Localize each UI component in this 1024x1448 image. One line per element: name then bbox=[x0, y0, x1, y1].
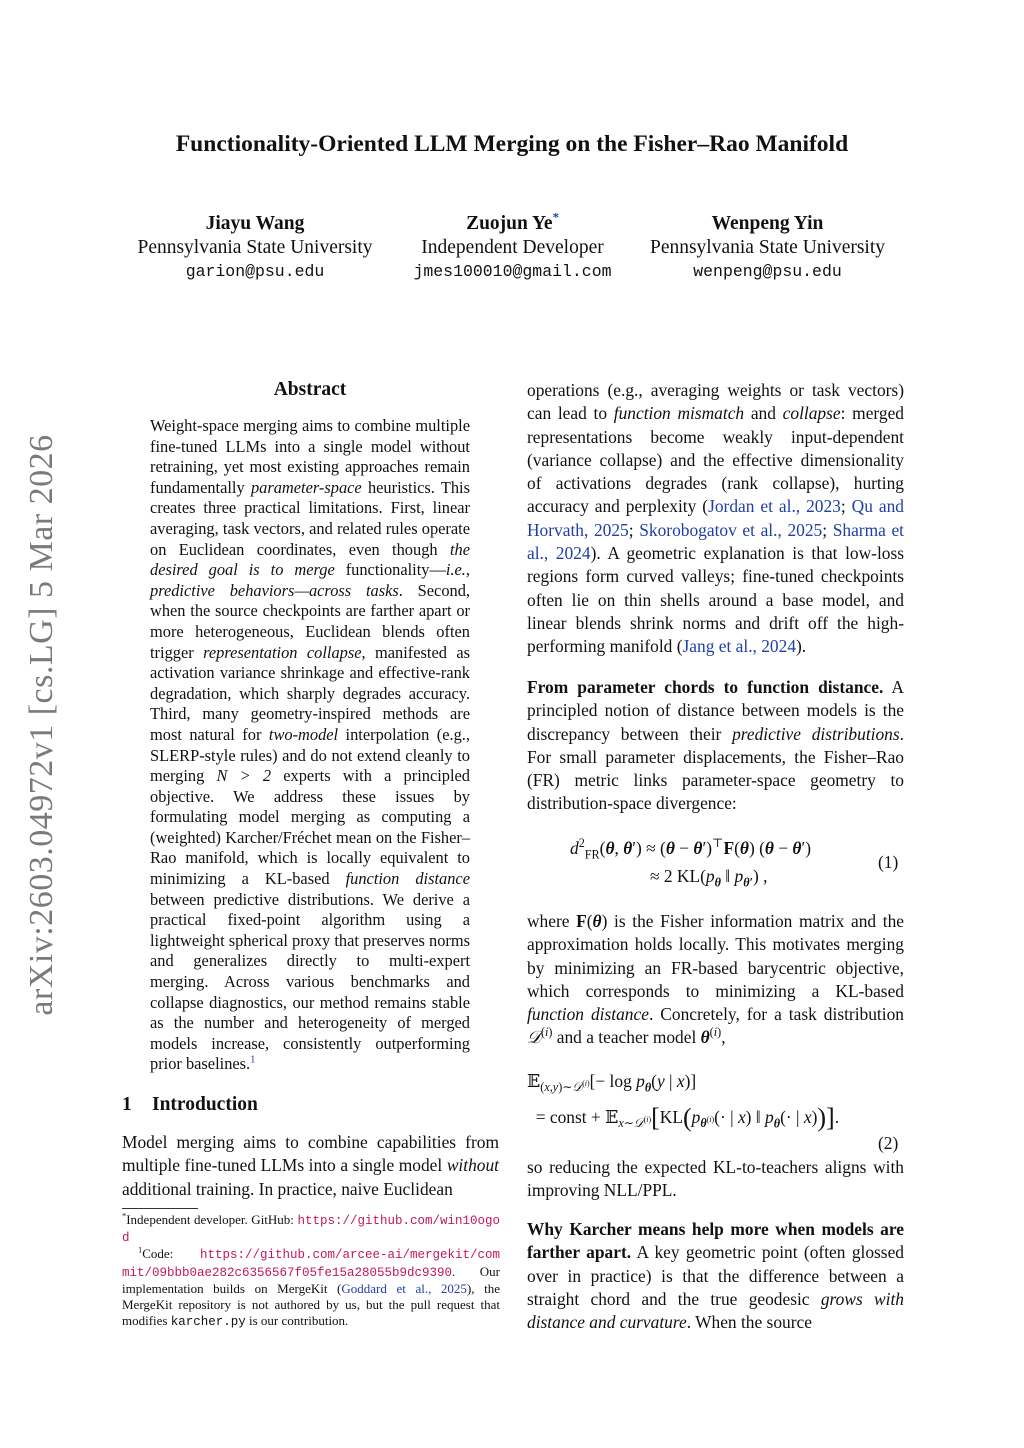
code-link[interactable]: https://github.com/arcee-ai/mergekit/commit/09bbb0ae282c6356567f05fe15a28055b9dc9390 bbox=[122, 1248, 500, 1280]
author-name-line bbox=[395, 212, 630, 236]
body-text: additional training. In practice, naive Euclidean bbox=[122, 1178, 453, 1199]
abstract-text: between predictive distributions. We derive a practical fixed-point algorithm using a lightweight spherical proxy that preserves norms and generalizes directly to multi-expert merging. Across various benchmarks and collapse diagnostics, our method remains stable as the number and heterogeneity of merged models increase, consistently outperforming prior baselines. bbox=[150, 889, 470, 1074]
body-paragraph bbox=[527, 910, 904, 1050]
footnote-text: ), the MergeKit repository is not authored by us, but the pull request that modifies bbox=[122, 1280, 500, 1329]
section-heading-introduction bbox=[122, 1094, 258, 1116]
author-name: Jiayu Wang bbox=[205, 213, 305, 234]
footnote-1 bbox=[122, 1212, 500, 1246]
abstract-text: , manifested as activation variance shrinkage and effective-rank degradation, which sharply degrades accuracy. Third, many geometry-inspired methods are most natural for bbox=[150, 642, 471, 744]
abstract-emphasis: i.e., predictive behaviors—across tasks bbox=[150, 560, 470, 600]
body-text: : merged representations become weakly input-dependent (variance collapse) and the effective dimensionality of activations degrades (rank collapse), hurting accuracy and perplexity ( bbox=[527, 403, 904, 517]
citation-link[interactable]: Jordan et al., 2023 bbox=[708, 496, 841, 517]
body-text: . When the source bbox=[686, 1312, 812, 1333]
github-link[interactable]: https://github.com/win10ogod bbox=[122, 1214, 500, 1246]
author-block bbox=[395, 212, 630, 284]
body-text: , bbox=[721, 1027, 726, 1048]
equation-2-line-1: 𝔼$_{(x,y)\sim 𝒟^{(i)}}$[− $\log p_\theta(y$ | x)] bbox=[527, 1071, 697, 1095]
paragraph-heading: Why Karcher means help more when models are farther apart. bbox=[527, 1219, 904, 1263]
body-text: Model merging aims to combine capabilities from multiple fine-tuned LLMs into a single model bbox=[122, 1132, 499, 1176]
abstract-emphasis: parameter-space bbox=[250, 477, 362, 497]
footnote-marker: * bbox=[122, 1210, 127, 1221]
body-text: operations (e.g., averaging weights or task vectors) can lead to bbox=[527, 380, 904, 424]
footnote-marker: 1 bbox=[138, 1245, 143, 1256]
body-text: . For small parameter displacements, the Fisher–Rao (FR) metric links parameter-space geometry to distribution-space divergence: bbox=[527, 723, 904, 814]
inline-math: $\theta^{(i)}$ bbox=[700, 1025, 722, 1048]
body-text: ; bbox=[822, 519, 833, 540]
body-emphasis: predictive distributions bbox=[732, 723, 900, 744]
body-emphasis: function mismatch bbox=[613, 403, 745, 424]
footnote-divider bbox=[122, 1208, 198, 1209]
abstract-heading: Abstract bbox=[273, 379, 347, 400]
body-emphasis: collapse bbox=[782, 403, 841, 424]
abstract-emphasis: representation collapse bbox=[203, 642, 362, 662]
body-paragraph bbox=[527, 379, 904, 659]
abstract-emphasis: two-model bbox=[268, 724, 339, 744]
body-emphasis: function distance bbox=[527, 1004, 649, 1025]
author-email[interactable]: garion@psu.edu bbox=[185, 262, 325, 281]
abstract-emphasis: function distance bbox=[345, 869, 470, 889]
inline-math: N > 2 bbox=[216, 766, 272, 786]
body-text: ; bbox=[628, 519, 640, 540]
body-emphasis: without bbox=[446, 1155, 499, 1176]
citation-link[interactable]: Sharma et al., 2024 bbox=[527, 519, 905, 564]
body-text: A key geometric point (often glossed over in practice) is that the difference between a straight chord and the true geodesic bbox=[527, 1242, 904, 1309]
citation-link[interactable]: Qu and Horvath, 2025 bbox=[527, 496, 904, 540]
abstract-text: experts with a principled objective. We address these issues by formulating model merging as computing a (weighted) Karcher/Fréchet mean on the Fisher–Rao manifold, which is locally equivalent to minimizing a KL-based bbox=[150, 766, 470, 889]
author-email[interactable]: wenpeng@psu.edu bbox=[693, 262, 842, 281]
body-text: is the Fisher information matrix and the approximation holds locally. This motivates merging by minimizing an FR-based barycentric objective, which corresponds to minimizing a KL-based bbox=[527, 911, 904, 1001]
abstract-body bbox=[150, 416, 470, 1075]
author-block bbox=[635, 212, 900, 284]
body-emphasis: grows with distance and curvature bbox=[527, 1288, 904, 1333]
abstract-emphasis: the desired goal is to merge bbox=[150, 539, 470, 580]
paragraph-heading: From parameter chords to function distance. bbox=[527, 677, 884, 697]
citation-link[interactable]: Skorobogatov et al., 2025 bbox=[639, 519, 823, 540]
author-name: Zuojun Ye bbox=[466, 213, 553, 234]
body-paragraph: so reducing the expected KL-to-teachers aligns with improving NLL/PPL. bbox=[527, 1157, 904, 1201]
footnote-marker[interactable]: 1 bbox=[250, 1054, 256, 1066]
body-text: . Concretely, for a task distribution bbox=[648, 1004, 904, 1025]
introduction-paragraph bbox=[122, 1131, 499, 1201]
body-text: ; bbox=[840, 496, 852, 517]
author-affiliation: Pennsylvania State University bbox=[137, 237, 373, 258]
arxiv-identifier-text: arXiv:2603.04972v1 [cs.LG] 5 Mar 2026 bbox=[23, 434, 60, 1016]
body-text: ). A geometric explanation is that low-loss regions form curved valleys; fine-tuned checkpoints often lie on thin shells around a base model, and linear blends shrink norms and drift off the high-performing manifold ( bbox=[527, 543, 905, 657]
abstract-text: heuristics. This creates three practical limitations. First, linear averaging, task vectors, and related rules operate on Euclidean coordinates, even though bbox=[150, 477, 470, 559]
footnote-2 bbox=[122, 1246, 500, 1330]
body-text: and bbox=[744, 403, 783, 424]
abstract-text: functionality— bbox=[334, 560, 446, 580]
paper-title: Functionality-Oriented LLM Merging on the Fisher–Rao Manifold bbox=[175, 131, 849, 157]
body-text: where bbox=[527, 911, 577, 931]
equation-1-line-2: ≈ 2 $KL(p_\theta$ ‖ $p_{\theta'}$) , bbox=[650, 866, 768, 890]
equation-2-line-2: = const + $𝔼_{x\sim 𝒟^{(i)}}[KL(p_{\theta^{(i)}}(\cdot$ | x) ‖ $p_\theta(\cdot$ | x))]. bbox=[527, 1103, 840, 1132]
footnote-text: is our contribution. bbox=[245, 1313, 349, 1329]
inline-code: karcher.py bbox=[170, 1315, 246, 1330]
citation-link[interactable]: Goddard et al., 2025 bbox=[341, 1280, 467, 1296]
footnote-text: . Our implementation builds on MergeKit ( bbox=[122, 1263, 500, 1296]
section-title: Introduction bbox=[152, 1094, 258, 1115]
body-text: ). bbox=[796, 636, 807, 657]
equation-number: (2) bbox=[878, 1133, 899, 1153]
author-email[interactable]: jmes100010@gmail.com bbox=[413, 262, 612, 281]
equation-1-line-1: $d^2_{FR}(\theta$, θ′) ≈ (θ − θ′)⊤F(θ) (θ − θ′) bbox=[570, 836, 812, 862]
inline-math: 𝒟$^{(i)}$ bbox=[527, 1025, 553, 1048]
author-block bbox=[120, 212, 390, 284]
author-affiliation: Pennsylvania State University bbox=[649, 237, 886, 258]
inline-math: F(θ) bbox=[576, 911, 608, 931]
section-number: 1 bbox=[122, 1094, 132, 1115]
footnote-text: Independent developer. GitHub: bbox=[126, 1212, 298, 1227]
equation-number: (1) bbox=[878, 852, 899, 872]
body-text: A principled notion of distance between models is the discrepancy between their bbox=[527, 677, 904, 744]
author-affiliation: Independent Developer bbox=[421, 237, 604, 258]
body-paragraph bbox=[527, 676, 904, 816]
footnote-text: Code: bbox=[142, 1246, 174, 1262]
abstract-text: interpolation (e.g., SLERP-style rules) and do not extend cleanly to merging bbox=[150, 724, 470, 786]
abstract-text: Weight-space merging aims to combine multiple fine-tuned LLMs into a single model without retraining, yet most existing approaches remain fundamentally bbox=[150, 416, 470, 497]
body-text: and a teacher model bbox=[552, 1027, 701, 1048]
author-name: Wenpeng Yin bbox=[711, 213, 824, 234]
footnote-marker[interactable]: * bbox=[552, 210, 559, 225]
abstract-text: . Second, when the source checkpoints are farther apart or more heterogeneous, Euclidean blends often trigger bbox=[150, 580, 471, 662]
body-paragraph bbox=[527, 1218, 904, 1334]
footnotes bbox=[122, 1212, 500, 1330]
arxiv-identifier-stamp bbox=[12, 430, 72, 1020]
citation-link[interactable]: Jang et al., 2024 bbox=[682, 636, 797, 657]
